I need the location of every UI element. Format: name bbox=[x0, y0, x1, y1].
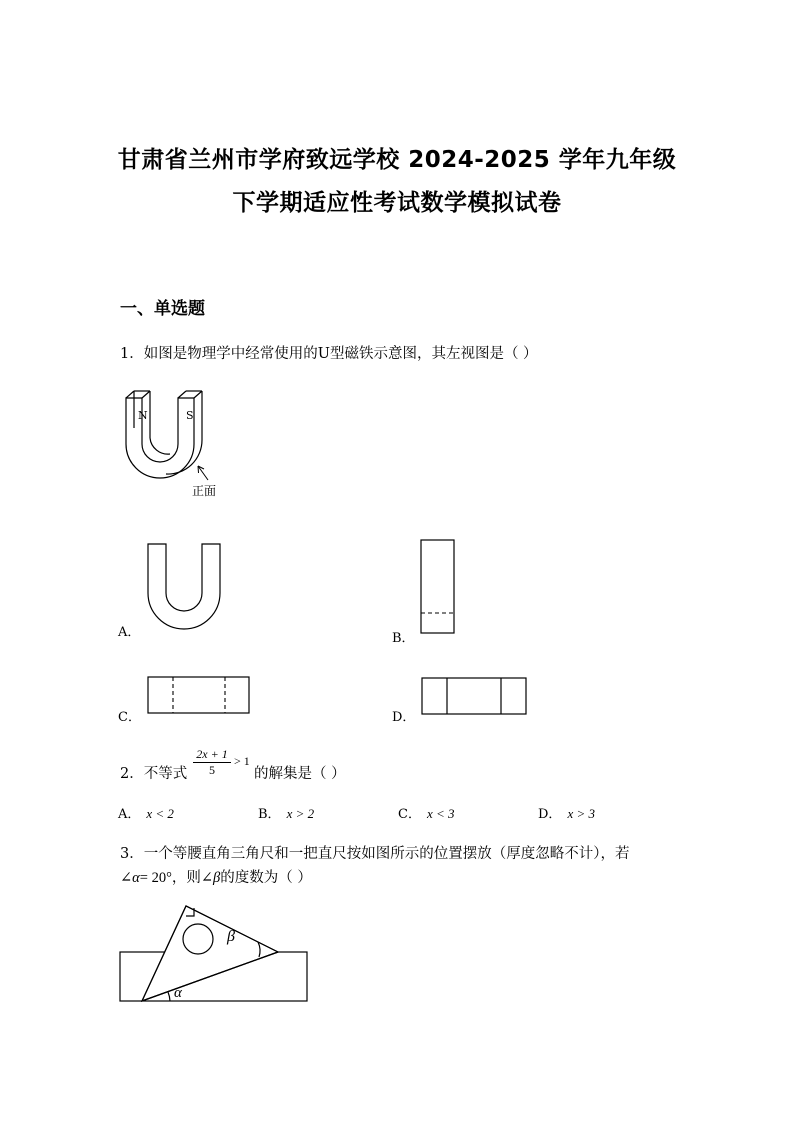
triangle-shape bbox=[142, 906, 278, 1001]
q3-connector: ，则 bbox=[171, 870, 201, 886]
alpha-symbol: α bbox=[132, 870, 140, 886]
question-2-suffix: 的解集是（ ） bbox=[254, 766, 346, 782]
q3-question-end: 的度数为（ ） bbox=[220, 870, 312, 886]
question-1-text: 1．如图是物理学中经常使用的U型磁铁示意图，其左视图是（ ） bbox=[120, 346, 538, 362]
question-3-line-1: 3．一个等腰直角三角尺和一把直尺按如图所示的位置摆放（厚度忽略不计），若 bbox=[120, 846, 630, 862]
beta-symbol: β bbox=[213, 870, 221, 886]
q1-option-a-figure bbox=[146, 543, 222, 631]
q2-option-d bbox=[538, 803, 595, 822]
section-heading: 一、单选题 bbox=[120, 299, 205, 319]
q2-option-b bbox=[258, 803, 314, 822]
figure-beta-label: β bbox=[227, 928, 235, 945]
q2-option-c-expr: x < 3 bbox=[426, 806, 455, 821]
inequality-relation: > 1 bbox=[234, 754, 250, 768]
q2-option-a-expr: x < 2 bbox=[146, 806, 174, 821]
q1-option-a-label: A． bbox=[118, 625, 141, 640]
q1-option-c-figure bbox=[147, 676, 251, 716]
figure-alpha-label: α bbox=[174, 985, 182, 1001]
title-line-2: 下学期适应性考试数学模拟试卷 bbox=[232, 190, 562, 216]
q1-option-c-label: C． bbox=[118, 710, 141, 725]
q1-option-d-figure bbox=[421, 677, 529, 717]
fraction-denominator: 5 bbox=[209, 763, 215, 777]
ruler-triangle-figure bbox=[118, 902, 312, 1006]
q1-option-d-label: D． bbox=[392, 710, 416, 725]
q1-option-b-figure bbox=[420, 539, 456, 635]
title-line-1: 甘肃省兰州市学府致远学校 2024-2025 学年九年级 bbox=[117, 147, 677, 173]
q2-option-d-letter: D． bbox=[538, 807, 562, 822]
question-2-prefix: 2．不等式 bbox=[120, 766, 188, 782]
q2-option-b-expr: x > 2 bbox=[286, 806, 315, 821]
angle-symbol-2: ∠ bbox=[200, 870, 214, 886]
q2-option-d-expr: x > 3 bbox=[567, 806, 595, 821]
fraction-numerator: 2x + 1 bbox=[196, 747, 228, 761]
q2-option-c bbox=[398, 803, 455, 822]
q1-option-b-label: B． bbox=[392, 631, 415, 646]
question-3-line-2 bbox=[120, 866, 312, 887]
q2-option-a-letter: A． bbox=[118, 807, 141, 822]
alpha-value: = 20° bbox=[139, 870, 172, 886]
magnet-label-s: S bbox=[186, 409, 194, 422]
magnet-label-n: N bbox=[138, 409, 148, 422]
q2-option-b-letter: B． bbox=[258, 807, 281, 822]
magnet-label-front: 正面 bbox=[192, 484, 217, 498]
q2-option-c-letter: C． bbox=[398, 807, 421, 822]
q2-option-a bbox=[118, 803, 174, 822]
angle-symbol: ∠ bbox=[120, 870, 133, 886]
